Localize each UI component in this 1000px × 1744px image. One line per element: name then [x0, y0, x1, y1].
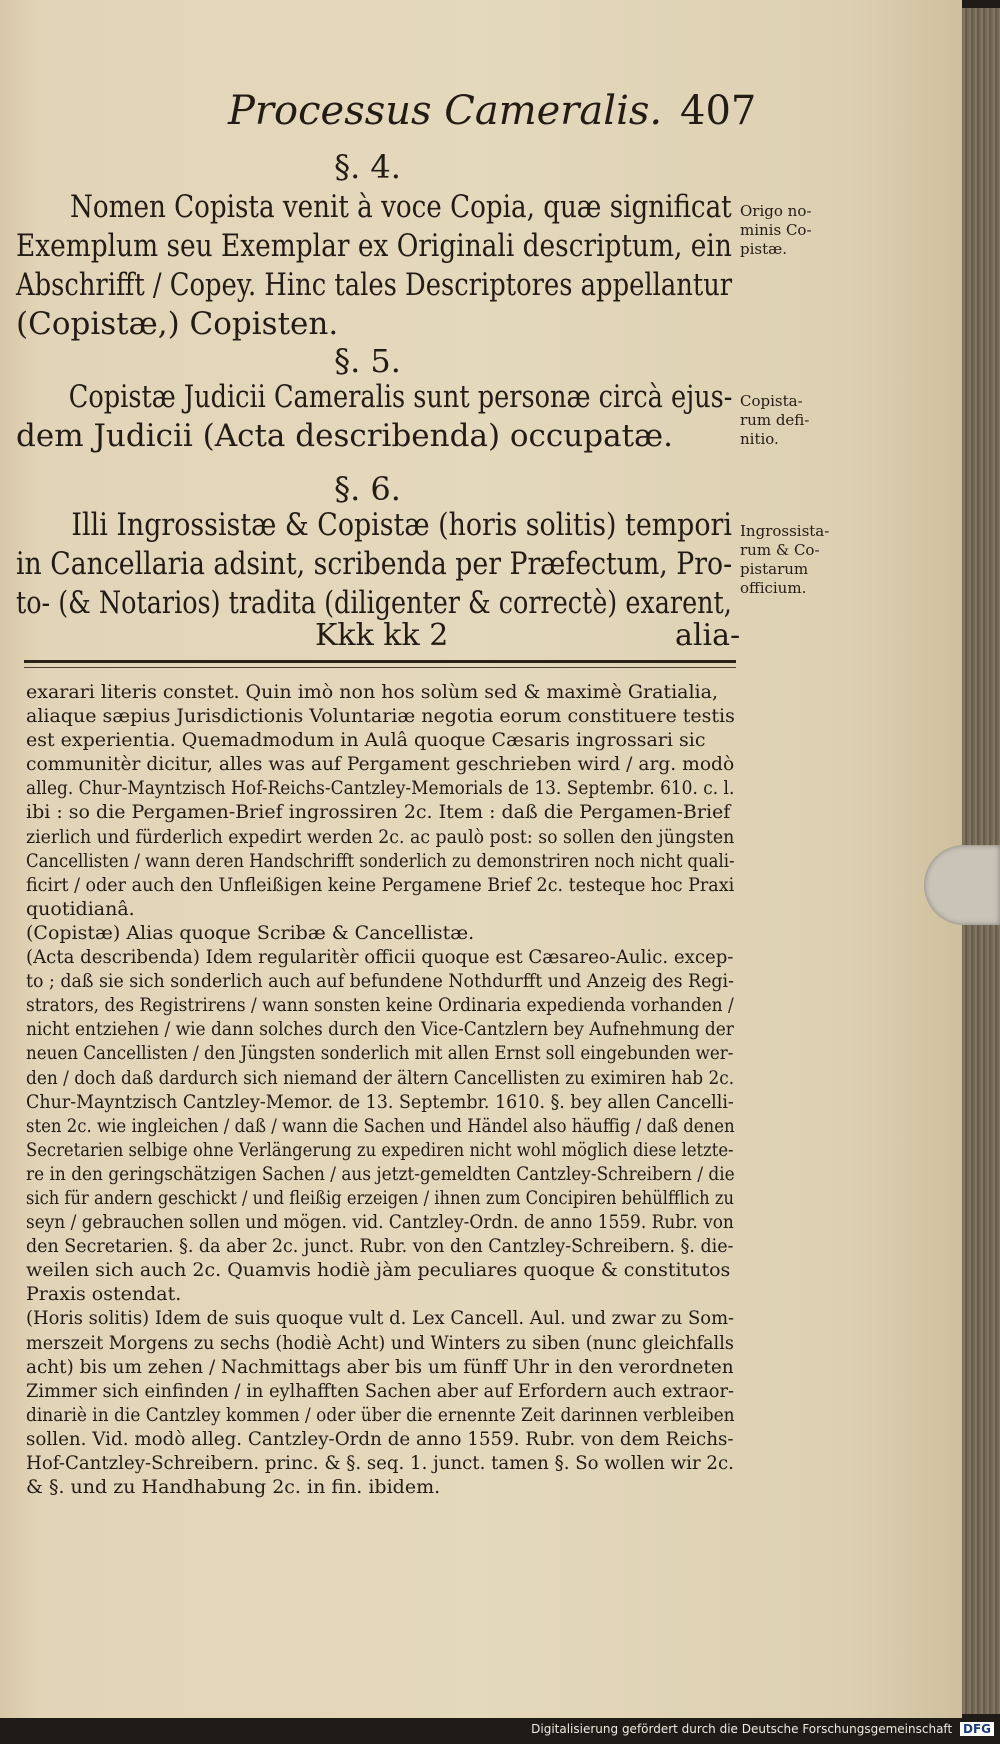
- note-line: Cancellisten / wann deren Handschrifft sonderlich zu demonstriren noch nicht quali-: [26, 849, 735, 872]
- note-line: exarari literis constet. Quin imò non hos solùm sed & maximè Gratialia,: [26, 681, 718, 703]
- note-line: Praxis ostendat.: [26, 1283, 182, 1306]
- text-line: Illi Ingrossistæ & Copistæ (horis solitis) tempori: [71, 507, 732, 543]
- running-title: Processus Cameralis.: [228, 88, 663, 134]
- note-line: quotidianâ.: [26, 897, 135, 920]
- note-line: alleg. Chur-Mayntzisch Hof-Reichs-Cantzley-Memorials de 13. Septembr. 610. c. l.: [26, 777, 735, 800]
- note-line: sten 2c. wie ingleichen / daß / wann die Sachen und Händel also häuffig / daß denen: [26, 1114, 735, 1137]
- margin-note-line: Copista-: [740, 392, 803, 410]
- section-5-text: [16, 378, 734, 456]
- separator-rule: [24, 660, 736, 663]
- section-heading-5: §. 5.: [334, 342, 401, 380]
- catchword: alia-: [675, 618, 741, 653]
- text-line: to- (& Notarios) tradita (diligenter & correctè) exarent,: [16, 585, 732, 621]
- text-line: (Copistæ,) Copisten.: [16, 306, 339, 342]
- margin-note-6: [740, 522, 830, 598]
- note-line: strators, des Registrirens / wann sonsten keine Ordinaria expedienda vorhanden /: [26, 994, 734, 1017]
- note-line: (Horis solitis) Idem de suis quoque vult d. Lex Cancell. Aul. und zwar zu Som-: [26, 1307, 735, 1330]
- section-4-text: [16, 188, 734, 344]
- margin-note-5: [740, 392, 820, 449]
- note-line: Zimmer sich einfinden / in eylhafften Sachen aber auf Erfordern auch extraor-: [26, 1379, 734, 1402]
- digitization-credit: [531, 1722, 994, 1736]
- text-line: Abschrifft / Copey. Hinc tales Descriptores appellantur: [16, 267, 733, 303]
- note-line: to ; daß sie sich sonderlich auch auf befundene Nothdurfft und Anzeig des Regi-: [26, 970, 734, 993]
- note-line: neuen Cancellisten / den Jüngsten sonderlich mit allen Ernst soll eingebunden wer-: [26, 1042, 734, 1065]
- note-line: aliaque sæpius Jurisdictionis Voluntariæ negotia eorum constituere testis: [26, 705, 735, 728]
- margin-note-4: [740, 202, 820, 259]
- note-line: nicht entziehen / wie dann solches durch den Vice-Cantzlern bey Aufnehmung der: [26, 1018, 734, 1041]
- note-line: Chur-Mayntzisch Cantzley-Memor. de 13. Septembr. 1610. §. bey allen Cancelli-: [26, 1090, 734, 1113]
- text-line: in Cancellaria adsint, scribenda per Præfectum, Pro-: [16, 546, 733, 582]
- page-clip: [924, 845, 1000, 925]
- note-line: re in den geringschätzigen Sachen / aus jetzt-gemeldten Cantzley-Schreibern / die: [26, 1162, 735, 1185]
- note-line: seyn / gebrauchen sollen und mögen. vid. Cantzley-Ordn. de anno 1559. Rubr. von: [26, 1211, 734, 1234]
- text-line: Exemplum seu Exemplar ex Originali descriptum, ein: [16, 228, 732, 264]
- margin-note-line: rum & Co-: [740, 541, 820, 559]
- separator-rule-thin: [24, 667, 736, 668]
- page-number: 407: [680, 88, 757, 134]
- note-line: ficirt / oder auch den Unfleißigen keine Pergamene Brief 2c. testeque hoc Praxi: [26, 873, 735, 896]
- note-line: est experientia. Quemadmodum in Aulâ quoque Cæsaris ingrossari sic: [26, 729, 706, 752]
- note-line: dinariè in die Cantzley kommen / oder über die ernennte Zeit darinnen verbleiben: [26, 1403, 735, 1426]
- margin-note-line: Origo no-: [740, 202, 812, 220]
- section-heading-4: §. 4.: [334, 148, 401, 186]
- note-line: ibi : so die Pergamen-Brief ingrossiren 2c. Item : daß die Pergamen-Brief: [26, 801, 731, 824]
- note-line: Hof-Cantzley-Schreibern. princ. & §. seq. 1. junct. tamen §. So wollen wir 2c.: [26, 1452, 734, 1474]
- note-line: merszeit Morgens zu sechs (hodiè Acht) und Winters zu siben (nunc gleichfalls: [26, 1331, 734, 1354]
- note-line: zierlich und fürderlich expedirt werden 2c. ac paulò post: so sollen den jüngsten: [26, 825, 735, 848]
- margin-note-line: pistæ.: [740, 240, 787, 258]
- text-line: Nomen Copista venit à voce Copia, quæ significat: [70, 189, 732, 225]
- section-heading-6: §. 6.: [334, 470, 401, 508]
- note-line: den Secretarien. §. da aber 2c. junct. Rubr. von den Cantzley-Schreibern. §. die-: [26, 1235, 734, 1258]
- dfg-logo: DFG: [960, 1722, 994, 1736]
- note-line: & §. und zu Handhabung 2c. in fin. ibidem.: [26, 1476, 441, 1499]
- section-6-text: [16, 506, 734, 623]
- note-line: sich für andern geschickt / und fleißig erzeigen / ihnen zum Concipiren behülfflich zu: [26, 1186, 734, 1209]
- note-line: sollen. Vid. modò alleg. Cantzley-Ordn de anno 1559. Rubr. von dem Reichs-: [26, 1427, 734, 1450]
- note-line: communitèr dicitur, alles was auf Pergament geschrieben wird / arg. modò: [26, 753, 735, 776]
- commentary-notes: [26, 680, 736, 1499]
- note-line: (Acta describenda) Idem regularitèr officii quoque est Cæsareo-Aulic. excep-: [26, 946, 734, 969]
- margin-note-line: minis Co-: [740, 221, 812, 239]
- margin-note-line: nitio.: [740, 430, 779, 448]
- page-header: [0, 88, 962, 138]
- credit-text: Digitalisierung gefördert durch die Deutsche Forschungsgemeinschaft: [531, 1722, 953, 1736]
- margin-note-line: Ingrossista-: [740, 522, 830, 540]
- note-line: acht) bis um zehen / Nachmittags aber bis um fünff Uhr in den verordneten: [26, 1355, 734, 1378]
- signature-mark: Kkk kk 2: [315, 618, 449, 653]
- note-line: (Copistæ) Alias quoque Scribæ & Cancellistæ.: [26, 921, 475, 944]
- margin-note-line: officium.: [740, 579, 807, 597]
- text-line: Copistæ Judicii Cameralis sunt personæ circà ejus-: [68, 379, 733, 415]
- margin-note-line: pistarum: [740, 560, 809, 578]
- text-line: dem Judicii (Acta describenda) occupatæ.: [16, 418, 674, 454]
- note-line: Secretarien selbige ohne Verlängerung zu expediren nicht wohl möglich diese letzte-: [26, 1138, 734, 1161]
- margin-note-line: rum defi-: [740, 411, 810, 429]
- note-line: weilen sich auch 2c. Quamvis hodiè jàm peculiares quoque & constitutos: [26, 1259, 731, 1282]
- note-line: den / doch daß dardurch sich niemand der ältern Cancellisten zu eximiren hab 2c.: [26, 1066, 735, 1089]
